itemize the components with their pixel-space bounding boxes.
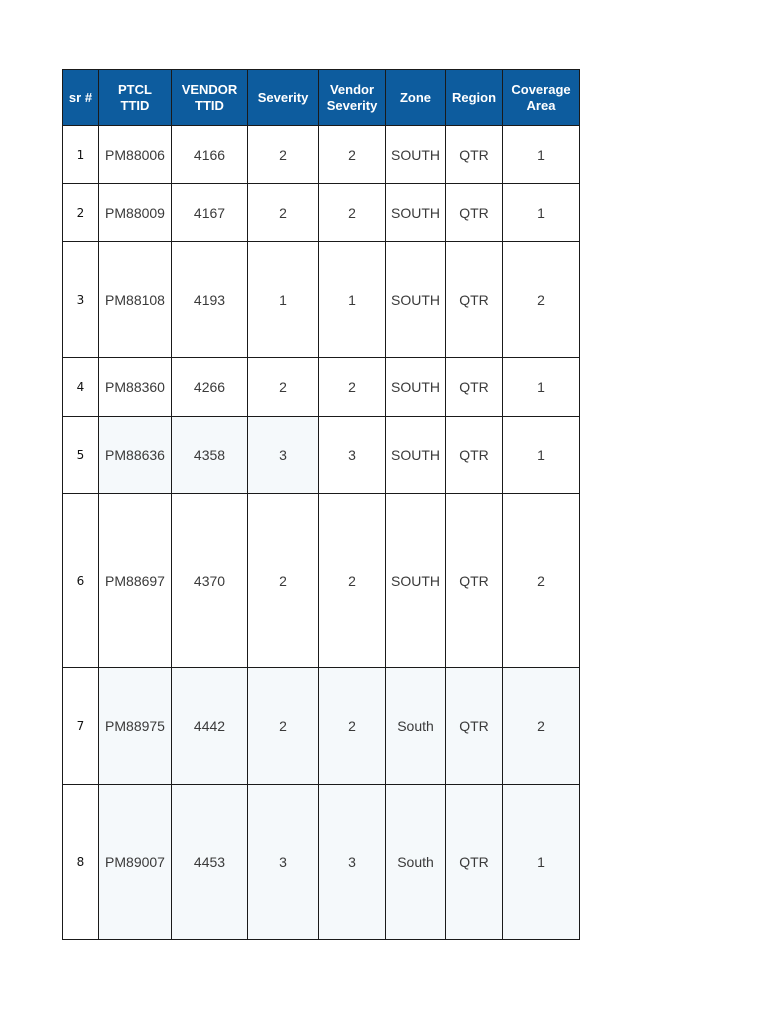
header-coverage-area-line2: Area [526, 97, 556, 113]
cell-severity: 2 [248, 494, 319, 668]
cell-zone: SOUTH [386, 242, 446, 358]
header-region[interactable] [446, 70, 503, 126]
table-row [63, 184, 580, 242]
cell-coverage-area: 2 [503, 494, 580, 668]
header-zone[interactable] [386, 70, 446, 126]
cell-region: QTR [446, 242, 503, 358]
cell-zone: SOUTH [386, 126, 446, 184]
cell-coverage-area: 2 [503, 242, 580, 358]
cell-vendor-ttid: 4167 [172, 184, 248, 242]
cell-vendor-severity: 3 [319, 417, 386, 494]
cell-vendor-severity: 2 [319, 358, 386, 417]
cell-severity: 3 [248, 417, 319, 494]
header-vendor-severity-line1: Vendor [329, 81, 375, 97]
cell-sr: 1 [63, 126, 99, 184]
cell-coverage-area: 1 [503, 358, 580, 417]
cell-coverage-area: 1 [503, 785, 580, 940]
cell-region: QTR [446, 417, 503, 494]
cell-sr: 3 [63, 242, 99, 358]
header-sr[interactable] [63, 70, 99, 126]
header-severity[interactable] [248, 70, 319, 126]
cell-vendor-ttid: 4358 [172, 417, 248, 494]
cell-vendor-ttid: 4166 [172, 126, 248, 184]
cell-sr: 2 [63, 184, 99, 242]
cell-zone: South [386, 785, 446, 940]
cell-region: QTR [446, 494, 503, 668]
cell-vendor-severity: 2 [319, 668, 386, 785]
cell-region: QTR [446, 126, 503, 184]
table-row [63, 242, 580, 358]
cell-region: QTR [446, 184, 503, 242]
cell-region: QTR [446, 358, 503, 417]
table-row [63, 668, 580, 785]
cell-severity: 3 [248, 785, 319, 940]
cell-sr: 5 [63, 417, 99, 494]
cell-vendor-ttid: 4370 [172, 494, 248, 668]
cell-zone: SOUTH [386, 494, 446, 668]
header-region-label: Region [451, 89, 497, 105]
table-row [63, 358, 580, 417]
header-ptcl-ttid-line2: TTID [120, 97, 150, 113]
header-ptcl-ttid[interactable] [99, 70, 172, 126]
cell-coverage-area: 1 [503, 184, 580, 242]
cell-severity: 2 [248, 668, 319, 785]
header-vendor-severity[interactable] [319, 70, 386, 126]
cell-vendor-ttid: 4442 [172, 668, 248, 785]
cell-vendor-severity: 3 [319, 785, 386, 940]
cell-vendor-severity: 2 [319, 494, 386, 668]
table-row [63, 126, 580, 184]
cell-sr: 6 [63, 494, 99, 668]
cell-ptcl-ttid: PM88006 [99, 126, 172, 184]
cell-ptcl-ttid: PM88975 [99, 668, 172, 785]
cell-vendor-ttid: 4193 [172, 242, 248, 358]
cell-zone: South [386, 668, 446, 785]
cell-coverage-area: 1 [503, 126, 580, 184]
data-table [62, 69, 580, 940]
cell-vendor-severity: 2 [319, 184, 386, 242]
cell-ptcl-ttid: PM88697 [99, 494, 172, 668]
cell-ptcl-ttid: PM88009 [99, 184, 172, 242]
cell-vendor-ttid: 4266 [172, 358, 248, 417]
cell-ptcl-ttid: PM88108 [99, 242, 172, 358]
cell-region: QTR [446, 668, 503, 785]
cell-region: QTR [446, 785, 503, 940]
header-coverage-area[interactable] [503, 70, 580, 126]
cell-coverage-area: 1 [503, 417, 580, 494]
cell-coverage-area: 2 [503, 668, 580, 785]
header-vendor-ttid-line1: VENDOR [181, 81, 238, 97]
header-zone-label: Zone [399, 89, 432, 105]
table-row [63, 785, 580, 940]
cell-zone: SOUTH [386, 358, 446, 417]
cell-sr: 4 [63, 358, 99, 417]
cell-sr: 7 [63, 668, 99, 785]
cell-vendor-severity: 1 [319, 242, 386, 358]
header-ptcl-ttid-line1: PTCL [118, 81, 152, 97]
header-vendor-ttid-line2: TTID [195, 97, 224, 113]
cell-severity: 2 [248, 358, 319, 417]
cell-severity: 2 [248, 126, 319, 184]
cell-ptcl-ttid: PM88360 [99, 358, 172, 417]
header-vendor-ttid[interactable] [172, 70, 248, 126]
header-coverage-area-line1: Coverage [511, 81, 571, 97]
table-row [63, 494, 580, 668]
cell-ptcl-ttid: PM89007 [99, 785, 172, 940]
cell-zone: SOUTH [386, 184, 446, 242]
cell-zone: SOUTH [386, 417, 446, 494]
cell-severity: 2 [248, 184, 319, 242]
header-row [63, 70, 580, 126]
header-sr-label: sr # [68, 89, 93, 105]
cell-ptcl-ttid: PM88636 [99, 417, 172, 494]
header-vendor-severity-line2: Severity [326, 97, 378, 113]
cell-sr: 8 [63, 785, 99, 940]
header-severity-label: Severity [257, 89, 309, 105]
cell-severity: 1 [248, 242, 319, 358]
table-row [63, 417, 580, 494]
cell-vendor-severity: 2 [319, 126, 386, 184]
cell-vendor-ttid: 4453 [172, 785, 248, 940]
